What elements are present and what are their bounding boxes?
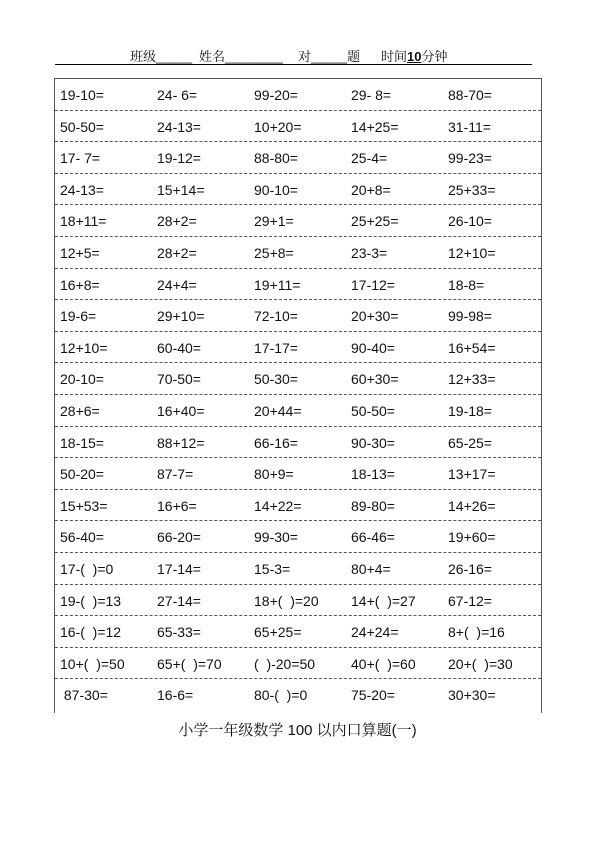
problem-cell: 16+40=	[157, 402, 205, 419]
problem-cell: 90-10=	[254, 181, 298, 198]
problem-row	[55, 458, 541, 490]
problem-row	[55, 490, 541, 522]
problem-cell: 89-80=	[351, 497, 395, 514]
problem-cell: 50-30=	[254, 371, 298, 388]
problem-cell: 90-30=	[351, 434, 395, 451]
problem-cell: 87-7=	[157, 466, 194, 483]
problem-cell: 24-13=	[157, 118, 201, 135]
problem-cell: 14+26=	[448, 497, 496, 514]
worksheet-title: 小学一年级数学 100 以内口算题(一)	[178, 722, 417, 739]
problem-cell: 28+2=	[157, 213, 197, 230]
problem-row	[55, 332, 541, 364]
problem-cell: 18-13=	[351, 466, 395, 483]
problem-cell: 25-4=	[351, 150, 388, 167]
problem-cell: 50-20=	[60, 466, 104, 483]
problem-cell: 60-40=	[157, 339, 201, 356]
problem-cell: 17- 7=	[60, 150, 101, 167]
problem-cell: 65-33=	[157, 624, 201, 641]
problem-cell: 14+( )=27	[351, 592, 416, 609]
problem-cell: 23-3=	[351, 244, 388, 261]
problem-cell: 16+6=	[157, 497, 197, 514]
problem-cell: 80+4=	[351, 560, 391, 577]
problem-cell: 28+6=	[60, 402, 100, 419]
name-field: 姓名________	[199, 49, 283, 64]
problem-cell: 15+14=	[157, 181, 205, 198]
problem-cell: 18-8=	[448, 276, 485, 293]
problem-cell: 20+30=	[351, 308, 399, 325]
problem-row	[55, 142, 541, 174]
time-field	[381, 46, 448, 65]
problem-cell: 72-10=	[254, 308, 298, 325]
problem-cell: 30+30=	[448, 687, 496, 704]
problem-cell: 16+54=	[448, 339, 496, 356]
problem-row	[55, 205, 541, 237]
problem-row	[55, 553, 541, 585]
problem-cell: 65+25=	[254, 624, 302, 641]
problem-cell: 25+8=	[254, 244, 294, 261]
problem-cell: 75-20=	[351, 687, 395, 704]
problem-row	[55, 616, 541, 648]
problem-row	[55, 395, 541, 427]
problem-cell: 25+25=	[351, 213, 399, 230]
problem-cell: 17-( )=0	[60, 560, 114, 577]
problem-cell: 19-18=	[448, 402, 492, 419]
problem-cell: 10+( )=50	[60, 655, 125, 672]
problem-cell: 17-12=	[351, 276, 395, 293]
problem-row	[55, 679, 541, 711]
problem-cell: 19-( )=13	[60, 592, 122, 609]
problem-cell: ( )-20=50	[254, 655, 316, 672]
problem-cell: 88+12=	[157, 434, 205, 451]
problem-cell: 70-50=	[157, 371, 201, 388]
problem-cell: 8+( )=16	[448, 624, 505, 641]
problem-row	[55, 427, 541, 459]
problem-cell: 65-25=	[448, 434, 492, 451]
problem-cell: 18+( )=20	[254, 592, 319, 609]
worksheet-header	[55, 44, 532, 65]
problem-cell: 67-12=	[448, 592, 492, 609]
problem-cell: 88-80=	[254, 150, 298, 167]
problem-cell: 12+5=	[60, 244, 100, 261]
problem-row	[55, 111, 541, 143]
problem-cell: 80-( )=0	[254, 687, 308, 704]
problem-cell: 16-6=	[157, 687, 194, 704]
problem-cell: 99-20=	[254, 87, 298, 103]
problem-cell: 17-17=	[254, 339, 298, 356]
problem-row	[55, 585, 541, 617]
problem-row	[55, 79, 541, 111]
problem-cell: 87-30=	[60, 687, 108, 704]
time-suffix: 分钟	[421, 49, 448, 64]
problem-cell: 24+24=	[351, 624, 399, 641]
problem-cell: 66-16=	[254, 434, 298, 451]
problem-row	[55, 237, 541, 269]
problem-cell: 65+( )=70	[157, 655, 222, 672]
problem-cell: 50-50=	[60, 118, 104, 135]
problem-cell: 24+4=	[157, 276, 197, 293]
problem-cell: 56-40=	[60, 529, 104, 546]
problem-cell: 50-50=	[351, 402, 395, 419]
problem-cell: 26-16=	[448, 560, 492, 577]
problem-row	[55, 174, 541, 206]
problem-cell: 12+33=	[448, 371, 496, 388]
problem-cell: 27-14=	[157, 592, 201, 609]
problem-cell: 26-10=	[448, 213, 492, 230]
problem-cell: 19-12=	[157, 150, 201, 167]
problem-cell: 40+( )=60	[351, 655, 416, 672]
problem-cell: 16-( )=12	[60, 624, 122, 641]
problem-cell: 15+53=	[60, 497, 108, 514]
problem-cell: 12+10=	[60, 339, 108, 356]
problem-cell: 14+25=	[351, 118, 399, 135]
problem-cell: 66-46=	[351, 529, 395, 546]
problem-cell: 19+60=	[448, 529, 496, 546]
problem-cell: 12+10=	[448, 244, 496, 261]
problem-cell: 28+2=	[157, 244, 197, 261]
problem-cell: 29+1=	[254, 213, 294, 230]
problem-cell: 20+44=	[254, 402, 302, 419]
problem-row	[55, 521, 541, 553]
problem-cell: 99-30=	[254, 529, 298, 546]
problem-cell: 19+11=	[254, 276, 301, 293]
problem-cell: 20+( )=30	[448, 655, 513, 672]
problem-cell: 20-10=	[60, 371, 104, 388]
problem-cell: 99-23=	[448, 150, 492, 167]
time-prefix: 时间	[381, 49, 408, 64]
problem-cell: 18-15=	[60, 434, 104, 451]
problem-cell: 14+22=	[254, 497, 302, 514]
problem-row	[55, 300, 541, 332]
problem-cell: 31-11=	[448, 118, 491, 135]
problem-row	[55, 648, 541, 680]
correct-count-field: 对_____题	[298, 49, 361, 64]
problem-cell: 29+10=	[157, 308, 205, 325]
problem-cell: 99-98=	[448, 308, 492, 325]
class-field: 班级_____	[130, 49, 193, 64]
problem-cell: 88-70=	[448, 87, 492, 103]
problem-cell: 24- 6=	[157, 87, 198, 103]
problem-cell: 24-13=	[60, 181, 104, 198]
problem-cell: 15-3=	[254, 560, 291, 577]
problem-cell: 25+33=	[448, 181, 496, 198]
problem-cell: 29- 8=	[351, 87, 392, 103]
problem-cell: 16+8=	[60, 276, 100, 293]
problem-cell: 10+20=	[254, 118, 302, 135]
problem-cell: 90-40=	[351, 339, 395, 356]
problem-cell: 13+17=	[448, 466, 496, 483]
problem-cell: 19-10=	[60, 87, 104, 103]
problem-cell: 66-20=	[157, 529, 201, 546]
problem-cell: 17-14=	[157, 560, 201, 577]
problem-grid	[54, 78, 542, 713]
problem-cell: 18+11=	[60, 213, 107, 230]
problem-cell: 80+9=	[254, 466, 294, 483]
time-value: 10	[407, 49, 422, 64]
problem-row	[55, 363, 541, 395]
problem-cell: 20+8=	[351, 181, 391, 198]
problem-cell: 60+30=	[351, 371, 399, 388]
problem-cell: 19-6=	[60, 308, 97, 325]
problem-row	[55, 269, 541, 301]
